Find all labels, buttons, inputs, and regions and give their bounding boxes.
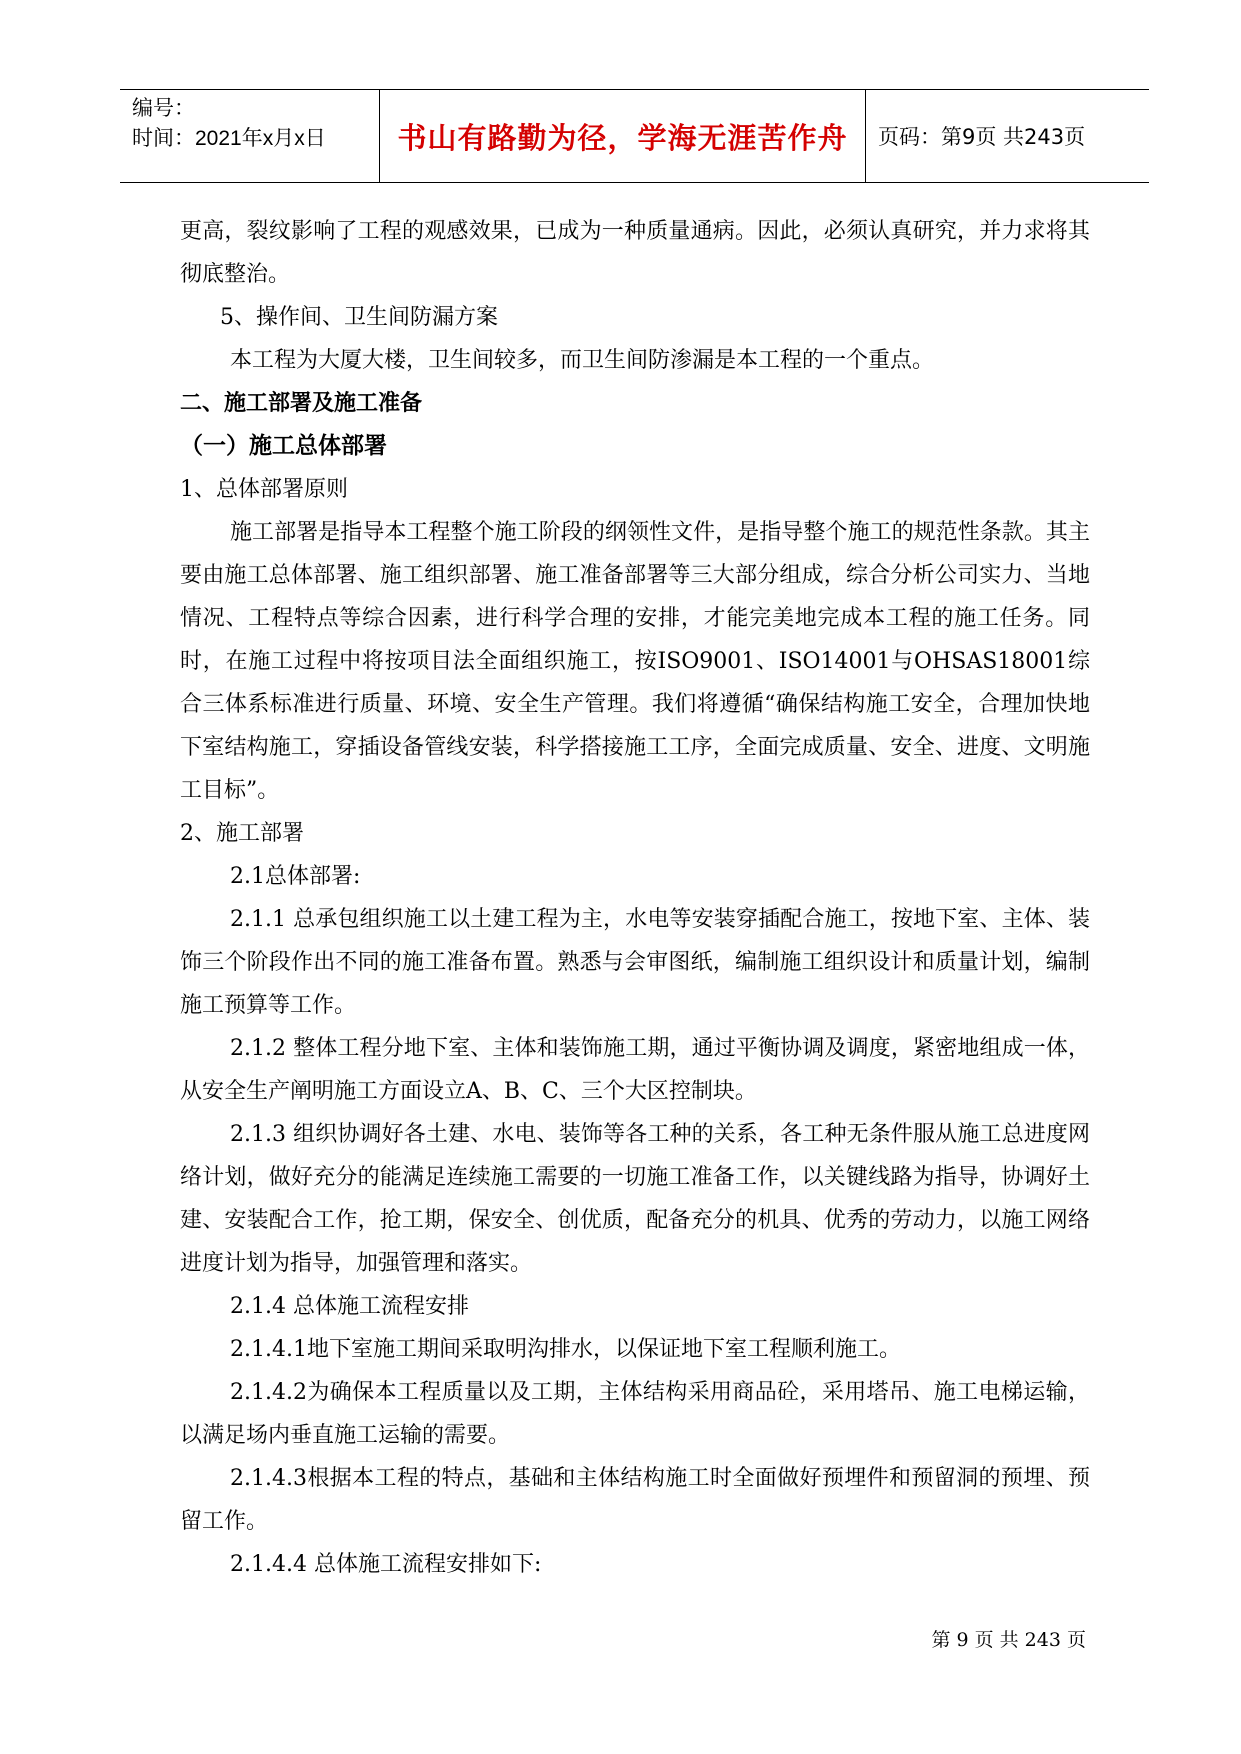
item-heading: 5、操作间、卫生间防漏方案 (220, 305, 498, 330)
document-body (180, 210, 1090, 1586)
paragraph: 本工程为大厦大楼，卫生间较多，而卫生间防渗漏是本工程的一个重点。 (230, 348, 935, 373)
paragraph: 2.1.3 组织协调好各土建、水电、装饰等各工种的关系，各工种无条件服从施工总进度网络计划，做好充分的能满足连续施工需要的一切施工准备工作，以关键线路为指导，协调好土建、安装配合工作，抢工期，保安全、创优质，配备充分的机具、优秀的劳动力，以施工网络进度计划为指导，加强管理和落实。 (180, 1122, 1090, 1276)
page-header (120, 89, 1149, 183)
item-heading: 2.1.4 总体施工流程安排 (230, 1294, 469, 1319)
page-footer: 第 9 页 共 243 页 (931, 1629, 1086, 1651)
paragraph: 2.1.2 整体工程分地下室、主体和装饰施工期，通过平衡协调及调度，紧密地组成一体，从安全生产阐明施工方面设立A、B、C、三个大区控制块。 (180, 1036, 1090, 1104)
document-time-label: 时间：2021年x月x日 (132, 127, 326, 150)
paragraph: 2.1.4.3根据本工程的特点，基础和主体结构施工时全面做好预埋件和预留洞的预埋、预留工作。 (180, 1466, 1090, 1534)
item-heading: 2.1总体部署: (230, 864, 361, 889)
header-motto: 书山有路勤为径，学海无涯苦作舟 (397, 120, 848, 155)
subsection-heading: （一）施工总体部署 (180, 433, 387, 459)
paragraph: 2.1.1 总承包组织施工以土建工程为主，水电等安装穿插配合施工，按地下室、主体、装饰三个阶段作出不同的施工准备布置。熟悉与会审图纸，编制施工组织设计和质量计划，编制施工预算等工作。 (180, 907, 1090, 1018)
header-motto-cell (380, 90, 866, 182)
paragraph: 施工部署是指导本工程整个施工阶段的纲领性文件，是指导整个施工的规范性条款。其主要由施工总体部署、施工组织部署、施工准备部署等三大部分组成，综合分析公司实力、当地情况、工程特点等综合因素，进行科学合理的安排，才能完美地完成本工程的施工任务。同时，在施工过程中将按项目法全面组织施工，按ISO9001、ISO14001与OHSAS18001综合三体系标准进行质量、环境、安全生产管理。我们将遵循“确保结构施工安全，合理加快地下室结构施工，穿插设备管线安装，科学搭接施工工序，全面完成质量、安全、进度、文明施工目标”。 (180, 520, 1090, 803)
header-meta (120, 90, 380, 182)
paragraph: 2.1.4.1地下室施工期间采取明沟排水，以保证地下室工程顺利施工。 (230, 1337, 901, 1362)
paragraph: 2.1.4.2为确保本工程质量以及工期，主体结构采用商品砼，采用塔吊、施工电梯运输，以满足场内垂直施工运输的需要。 (180, 1380, 1090, 1448)
paragraph: 更高，裂纹影响了工程的观感效果，已成为一种质量通病。因此，必须认真研究，并力求将其彻底整治。 (180, 219, 1090, 287)
header-page-number: 页码：第9页 共243页 (878, 125, 1086, 149)
document-number-label: 编号： (132, 97, 195, 120)
paragraph: 2.1.4.4 总体施工流程安排如下: (230, 1552, 542, 1577)
item-heading: 1、总体部署原则 (180, 477, 348, 502)
section-heading: 二、施工部署及施工准备 (180, 391, 423, 416)
item-heading: 2、施工部署 (180, 821, 304, 846)
